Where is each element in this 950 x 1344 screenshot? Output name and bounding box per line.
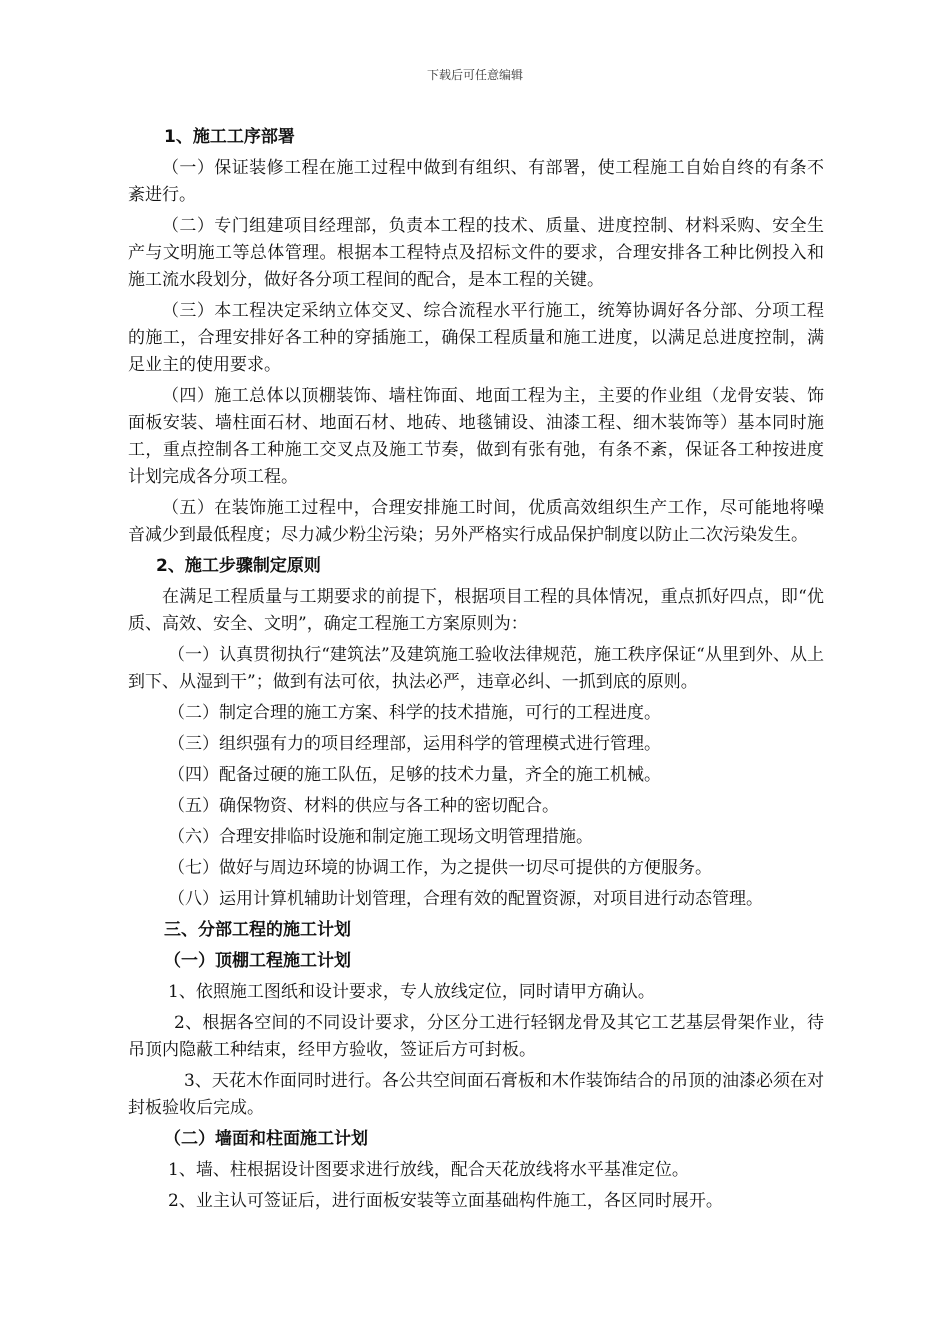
section-heading: 2、施工步骤制定原则 (156, 556, 321, 576)
list-item: （五）确保物资、材料的供应与各工种的密切配合。 (168, 796, 559, 816)
list-item: （三）组织强有力的项目经理部，运用科学的管理模式进行管理。 (168, 734, 661, 754)
section-heading: 1、施工工序部署 (164, 127, 295, 147)
paragraph: 2、业主认可签证后，进行面板安装等立面基础构件施工，各区同时展开。 (168, 1191, 723, 1211)
paragraph: 2、根据各空间的不同设计要求，分区分工进行轻钢龙骨及其它工艺基层骨架作业，待吊顶内隐蔽工种结束，经甲方验收，签证后方可封板。 (128, 1013, 824, 1060)
paragraph: （一）认真贯彻执行“建筑法”及建筑施工验收法律规范，施工秩序保证“从里到外、从上到下、从湿到干”；做到有法可依，执法必严，违章必纠、一抓到底的原则。 (128, 645, 824, 692)
document-body (128, 124, 824, 1219)
list-item: （六）合理安排临时设施和制定施工现场文明管理措施。 (168, 827, 593, 847)
paragraph: 1、墙、柱根据设计图要求进行放线，配合天花放线将水平基准定位。 (168, 1160, 689, 1180)
section-heading: 三、分部工程的施工计划 (164, 920, 351, 940)
subsection-heading: （一）顶棚工程施工计划 (164, 951, 351, 971)
paragraph: （四）施工总体以顶棚装饰、墙柱饰面、地面工程为主，主要的作业组（龙骨安装、饰面板安装、墙柱面石材、地面石材、地砖、地毯铺设、油漆工程、细木装饰等）基本同时施工，重点控制各工种施工交叉点及施工节奏，做到有张有弛，有条不紊，保证各工种按进度计划完成各分项工程。 (128, 386, 824, 487)
list-item: （四）配备过硬的施工队伍，足够的技术力量，齐全的施工机械。 (168, 765, 661, 785)
paragraph: 3、天花木作面同时进行。各公共空间面石膏板和木作装饰结合的吊顶的油漆必须在对封板验收后完成。 (128, 1071, 824, 1118)
paragraph: 1、依照施工图纸和设计要求，专人放线定位，同时请甲方确认。 (168, 982, 655, 1002)
page-header: 下载后可任意编辑 (426, 68, 523, 82)
subsection-heading: （二）墙面和柱面施工计划 (164, 1129, 368, 1149)
paragraph: （一）保证装修工程在施工过程中做到有组织、有部署，使工程施工自始自终的有条不紊进行。 (128, 158, 824, 205)
paragraph: （五）在装饰施工过程中，合理安排施工时间，优质高效组织生产工作，尽可能地将噪音减少到最低程度；尽力减少粉尘污染；另外严格实行成品保护制度以防止二次污染发生。 (128, 498, 824, 545)
list-item: （二）制定合理的施工方案、科学的技术措施，可行的工程进度。 (168, 703, 661, 723)
list-item: （七）做好与周边环境的协调工作，为之提供一切尽可提供的方便服务。 (168, 858, 712, 878)
paragraph: （三）本工程决定采纳立体交叉、综合流程水平行施工，统筹协调好各分部、分项工程的施工，合理安排好各工种的穿插施工，确保工程质量和施工进度，以满足总进度控制，满足业主的使用要求。 (128, 301, 824, 375)
list-item: （八）运用计算机辅助计划管理，合理有效的配置资源，对项目进行动态管理。 (168, 889, 763, 909)
paragraph: 在满足工程质量与工期要求的前提下，根据项目工程的具体情况，重点抓好四点，即“优质、高效、安全、文明”，确定工程施工方案原则为： (128, 587, 824, 634)
paragraph: （二）专门组建项目经理部，负责本工程的技术、质量、进度控制、材料采购、安全生产与文明施工等总体管理。根据本工程特点及招标文件的要求，合理安排各工种比例投入和施工流水段划分，做好各分项工程间的配合，是本工程的关键。 (128, 216, 824, 290)
